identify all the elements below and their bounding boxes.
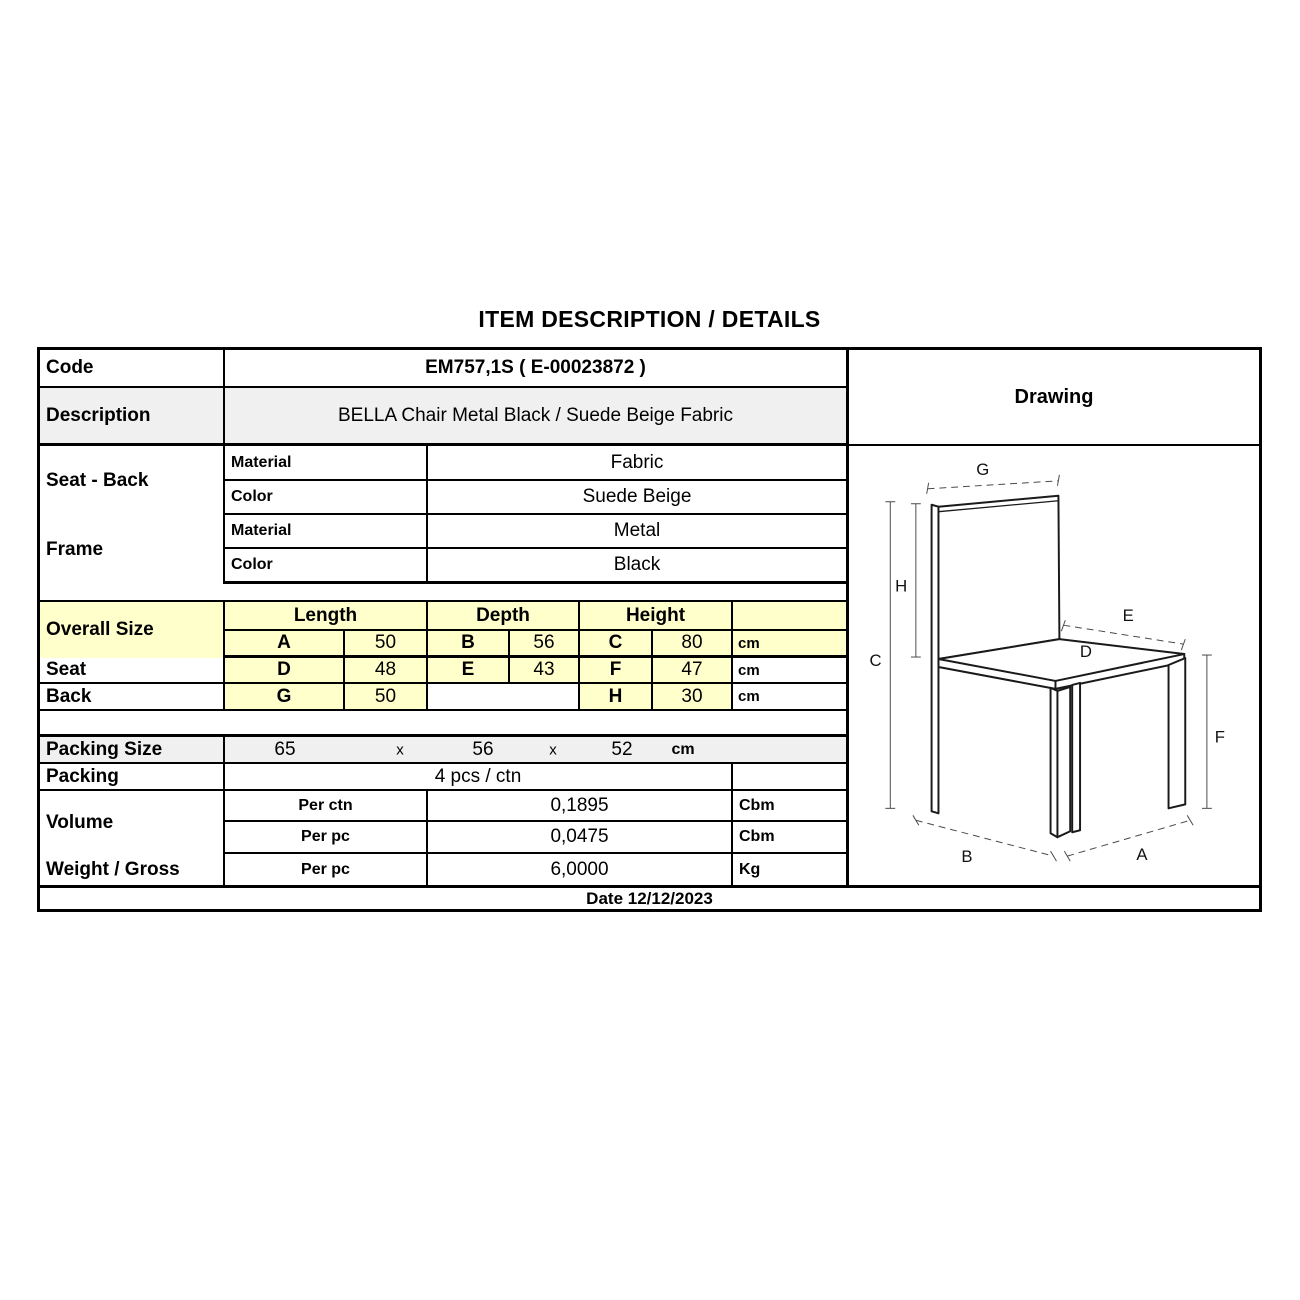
- packing-size-sep1: x: [396, 741, 404, 758]
- seat-f-value: 47: [653, 658, 733, 682]
- spacer-cell-2: [40, 711, 846, 734]
- seat-back-label: Seat - Back: [40, 446, 225, 515]
- seat-back-material-label: Material: [225, 446, 428, 479]
- dim-tick: [1051, 851, 1057, 861]
- drawing-panel: [846, 350, 1259, 885]
- label-E: E: [1122, 606, 1134, 626]
- frame-label: Frame: [40, 515, 225, 584]
- weight-label: Weight / Gross: [40, 854, 225, 885]
- group-overall-size: [40, 602, 846, 658]
- label-D: D: [1079, 641, 1092, 662]
- row-spacer-1: [40, 584, 846, 602]
- dim-line-B: [916, 820, 1054, 856]
- dim-tick: [1181, 639, 1185, 650]
- chair-body: [932, 496, 1186, 837]
- description-value: BELLA Chair Metal Black / Suede Beige Fabric: [225, 388, 846, 443]
- packing-value: 4 pcs / ctn: [225, 764, 733, 789]
- drawing-header: Drawing: [849, 350, 1259, 446]
- packing-size-label: Packing Size: [40, 737, 225, 762]
- seat-e-value: 43: [510, 658, 580, 682]
- row-frame-material: [225, 515, 846, 549]
- volume-rows: [225, 791, 846, 854]
- back-g-value: 50: [345, 684, 428, 709]
- row-spacer-2: [40, 711, 846, 737]
- label-A: A: [1136, 845, 1148, 865]
- row-back: [40, 684, 846, 711]
- overall-c-letter: C: [580, 631, 653, 655]
- spacer-cell: [40, 584, 846, 600]
- volume-label: Volume: [40, 791, 225, 854]
- dim-line-A: [1067, 820, 1190, 856]
- chair-left-post: [932, 505, 939, 814]
- seat-d-letter: D: [225, 658, 345, 682]
- seat-back-color-label: Color: [225, 481, 428, 513]
- code-label: Code: [40, 350, 225, 386]
- chair-front-leg: [1051, 687, 1071, 837]
- row-size-header: [225, 602, 846, 631]
- back-unit: cm: [738, 688, 760, 705]
- frame-color-value: Black: [613, 554, 661, 575]
- group-frame: [40, 515, 846, 584]
- back-label: Back: [40, 684, 225, 709]
- dim-tick: [1057, 475, 1059, 486]
- seat-back-color-value: Suede Beige: [582, 486, 692, 507]
- volume-ctn-unit: Cbm: [739, 796, 775, 814]
- overall-b-value: 56: [510, 631, 580, 655]
- dim-tick: [1187, 815, 1193, 825]
- packing-empty: [733, 764, 846, 789]
- label-C: C: [869, 650, 882, 671]
- overall-a-letter: A: [225, 631, 345, 655]
- overall-c-value: 80: [653, 631, 733, 655]
- row-weight: [40, 854, 846, 885]
- overall-b-letter: B: [428, 631, 510, 655]
- seat-f-letter: F: [580, 658, 653, 682]
- row-frame-color: [225, 549, 846, 584]
- packing-size-dim3: 52: [611, 738, 633, 760]
- volume-pc-value: 0,0475: [428, 822, 733, 852]
- row-seat: [40, 658, 846, 684]
- packing-size-value: [225, 737, 846, 762]
- volume-ctn-label: Per ctn: [225, 791, 428, 820]
- volume-ctn-value: 0,1895: [428, 791, 733, 820]
- back-g-letter: G: [225, 684, 345, 709]
- back-h-value: 30: [653, 684, 733, 709]
- overall-size-label: Overall Size: [40, 602, 225, 658]
- row-description: [40, 388, 846, 446]
- packing-size-sep2: x: [549, 741, 557, 758]
- packing-size-dim1: 65: [274, 738, 296, 760]
- size-header-unit: [733, 602, 846, 629]
- seat-back-material-value: Fabric: [610, 451, 664, 473]
- size-header-depth: Depth: [428, 602, 580, 629]
- seat-back-rows: [225, 446, 846, 515]
- row-seat-back-material: [225, 446, 846, 481]
- spec-table-left: [40, 350, 846, 885]
- frame-material-value: Metal: [613, 520, 661, 541]
- page-title: ITEM DESCRIPTION / DETAILS: [478, 306, 821, 332]
- size-header-height: Height: [580, 602, 733, 629]
- row-code: [40, 350, 846, 388]
- seat-e-letter: E: [428, 658, 510, 682]
- chair-right-leg: [1169, 658, 1186, 808]
- packing-label: Packing: [40, 764, 225, 789]
- chair-backrest: [938, 496, 1059, 659]
- chair-drawing: [849, 446, 1259, 883]
- back-depth-empty: [428, 684, 580, 709]
- description-label: Description: [40, 388, 225, 443]
- dim-line-G: [928, 481, 1059, 489]
- row-volume-ctn: [225, 791, 846, 822]
- overall-size-rows: [225, 602, 846, 658]
- packing-size-dim2: 56: [472, 738, 494, 760]
- group-seat-back: [40, 446, 846, 515]
- weight-per-pc-label: Per pc: [225, 854, 428, 885]
- row-overall-values: [225, 631, 846, 658]
- row-packing-size: [40, 737, 846, 764]
- row-date: [40, 885, 1259, 909]
- dim-tick: [913, 815, 919, 825]
- size-header-length: Length: [225, 602, 428, 629]
- row-seat-back-color: [225, 481, 846, 515]
- weight-value: 6,0000: [428, 854, 733, 885]
- frame-rows: [225, 515, 846, 584]
- label-B: B: [961, 847, 973, 867]
- group-volume: [40, 791, 846, 854]
- label-G: G: [976, 459, 990, 479]
- frame-material-label: Material: [225, 515, 428, 547]
- label-H: H: [895, 576, 908, 596]
- volume-pc-unit: Cbm: [739, 828, 775, 845]
- date-value: Date 12/12/2023: [586, 888, 713, 908]
- packing-size-unit: cm: [671, 740, 695, 758]
- spec-table-body: [40, 350, 1259, 885]
- seat-d-value: 48: [345, 658, 428, 682]
- frame-color-label: Color: [225, 549, 428, 581]
- row-volume-pc: [225, 822, 846, 854]
- seat-label: Seat: [40, 658, 225, 682]
- dim-tick: [1064, 851, 1070, 861]
- overall-unit: cm: [733, 631, 846, 655]
- label-F: F: [1214, 727, 1225, 747]
- back-h-letter: H: [580, 684, 653, 709]
- drawing-area: [849, 446, 1259, 885]
- row-packing: [40, 764, 846, 791]
- weight-unit: Kg: [739, 860, 761, 878]
- seat-unit: cm: [738, 661, 760, 679]
- volume-pc-label: Per pc: [225, 822, 428, 852]
- overall-a-value: 50: [345, 631, 428, 655]
- spec-table: [37, 347, 1262, 912]
- code-value: EM757,1S ( E-00023872 ): [425, 357, 646, 378]
- chair-back-right-leg: [1072, 683, 1080, 832]
